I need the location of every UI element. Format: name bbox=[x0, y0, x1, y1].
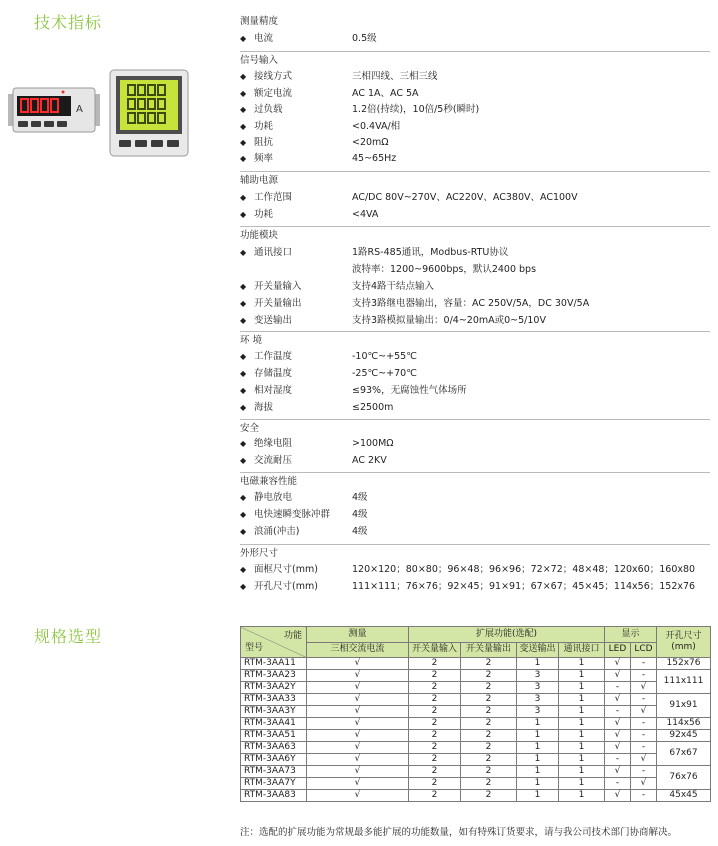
table-cell: 3 bbox=[517, 706, 559, 718]
table-cell: - bbox=[631, 718, 657, 730]
diamond-bullet-icon: ◆ bbox=[240, 72, 247, 81]
table-cell: √ bbox=[307, 718, 409, 730]
table-row bbox=[241, 778, 711, 790]
table-cell: 1 bbox=[559, 706, 605, 718]
diamond-bullet-icon: ◆ bbox=[240, 282, 247, 291]
display-group-header: 显示 bbox=[605, 627, 657, 643]
model-selection-table bbox=[240, 626, 711, 802]
table-cell: 1 bbox=[559, 742, 605, 754]
table-cell: √ bbox=[605, 694, 631, 706]
table-cell: 3 bbox=[517, 670, 559, 682]
hole-size-cell: 111x111 bbox=[657, 670, 711, 694]
table-cell: 1 bbox=[517, 754, 559, 766]
table-cell: - bbox=[605, 778, 631, 790]
spec-value: <4VA bbox=[352, 209, 379, 220]
spec-name: 相对湿度 bbox=[254, 385, 293, 396]
table-cell: √ bbox=[307, 766, 409, 778]
table-cell: 2 bbox=[409, 718, 461, 730]
table-cell: 1 bbox=[517, 742, 559, 754]
spec-value: 波特率：1200~9600bps，默认2400 bps bbox=[352, 264, 537, 275]
extension-group-header: 扩展功能(选配) bbox=[409, 627, 605, 643]
model-cell: RTM-3AA63 bbox=[241, 742, 307, 754]
table-cell: 1 bbox=[559, 670, 605, 682]
diamond-bullet-icon: ◆ bbox=[240, 352, 247, 361]
spec-name: 额定电流 bbox=[254, 88, 293, 99]
column-header: 通讯接口 bbox=[559, 642, 605, 658]
column-header: 开关量输出 bbox=[461, 642, 517, 658]
table-cell: 2 bbox=[409, 754, 461, 766]
table-cell: √ bbox=[631, 778, 657, 790]
table-cell: - bbox=[631, 742, 657, 754]
table-cell: √ bbox=[307, 694, 409, 706]
spec-value: -10℃~+55℃ bbox=[352, 351, 417, 362]
table-cell: 1 bbox=[517, 658, 559, 670]
diamond-bullet-icon: ◆ bbox=[240, 527, 247, 536]
diamond-bullet-icon: ◆ bbox=[240, 439, 247, 448]
table-cell: √ bbox=[631, 682, 657, 694]
table-cell: 1 bbox=[559, 682, 605, 694]
table-cell: 1 bbox=[559, 790, 605, 802]
table-cell: 1 bbox=[559, 730, 605, 742]
table-cell: 2 bbox=[461, 658, 517, 670]
diamond-bullet-icon: ◆ bbox=[240, 34, 247, 43]
table-cell: 2 bbox=[461, 718, 517, 730]
table-cell: - bbox=[605, 706, 631, 718]
table-cell: √ bbox=[631, 754, 657, 766]
model-cell: RTM-3AA33 bbox=[241, 694, 307, 706]
spec-name: 频率 bbox=[254, 153, 274, 164]
diamond-bullet-icon: ◆ bbox=[240, 248, 247, 257]
table-cell: 3 bbox=[517, 682, 559, 694]
table-cell: 2 bbox=[409, 730, 461, 742]
table-row bbox=[241, 670, 711, 682]
spec-value: 4级 bbox=[352, 526, 368, 537]
table-cell: 2 bbox=[461, 706, 517, 718]
table-cell: 1 bbox=[559, 694, 605, 706]
table-cell: 2 bbox=[461, 754, 517, 766]
table-cell: 2 bbox=[461, 670, 517, 682]
spec-value: 1.2倍(持续)，10倍/5秒(瞬时) bbox=[352, 104, 480, 115]
diamond-bullet-icon: ◆ bbox=[240, 122, 247, 131]
table-row bbox=[241, 682, 711, 694]
model-cell: RTM-3AA23 bbox=[241, 670, 307, 682]
spec-name: 海拔 bbox=[254, 402, 274, 413]
table-cell: 2 bbox=[409, 742, 461, 754]
table-corner-header bbox=[241, 627, 307, 658]
table-cell: √ bbox=[307, 778, 409, 790]
diamond-bullet-icon: ◆ bbox=[240, 138, 247, 147]
spec-value: 支持4路干结点输入 bbox=[352, 281, 435, 292]
column-header: 开关量输入 bbox=[409, 642, 461, 658]
table-cell: √ bbox=[307, 790, 409, 802]
column-header: LCD bbox=[631, 642, 657, 658]
table-row bbox=[241, 790, 711, 802]
spec-value: 120×120；80×80；96×48；96×96；72×72；48×48；120x60；160x80 bbox=[352, 564, 696, 575]
model-cell: RTM-3AA73 bbox=[241, 766, 307, 778]
hole-size-cell: 91x91 bbox=[657, 694, 711, 718]
spec-value: -25℃~+70℃ bbox=[352, 368, 417, 379]
spec-value: ≤2500m bbox=[352, 402, 394, 413]
corner-model-label: 型号 bbox=[245, 643, 264, 653]
table-cell: - bbox=[631, 766, 657, 778]
table-cell: 1 bbox=[559, 658, 605, 670]
table-row bbox=[241, 658, 711, 670]
spec-name: 静电放电 bbox=[254, 492, 293, 503]
table-cell: - bbox=[605, 682, 631, 694]
hole-size-cell: 76x76 bbox=[657, 766, 711, 790]
model-cell: RTM-3AA51 bbox=[241, 730, 307, 742]
table-cell: - bbox=[631, 658, 657, 670]
spec-name: 功耗 bbox=[254, 121, 274, 132]
table-cell: 2 bbox=[409, 790, 461, 802]
table-row bbox=[241, 754, 711, 766]
diamond-bullet-icon: ◆ bbox=[240, 299, 247, 308]
spec-name: 绝缘电阻 bbox=[254, 438, 293, 449]
spec-value: 1路RS-485通讯，Modbus-RTU协议 bbox=[352, 247, 509, 258]
spec-value: 45~65Hz bbox=[352, 153, 397, 164]
table-cell: 2 bbox=[409, 658, 461, 670]
table-cell: 1 bbox=[559, 766, 605, 778]
hole-size-cell: 92x45 bbox=[657, 730, 711, 742]
table-cell: √ bbox=[605, 742, 631, 754]
model-cell: RTM-3AA6Y bbox=[241, 754, 307, 766]
corner-function-label: 功能 bbox=[283, 631, 302, 641]
table-cell: 2 bbox=[461, 682, 517, 694]
table-cell: - bbox=[605, 754, 631, 766]
table-cell: 2 bbox=[409, 778, 461, 790]
table-cell: √ bbox=[307, 670, 409, 682]
table-row bbox=[241, 694, 711, 706]
spec-name: 开关量输出 bbox=[254, 298, 302, 309]
hole-size-cell: 152x76 bbox=[657, 658, 711, 670]
diamond-bullet-icon: ◆ bbox=[240, 210, 247, 219]
spec-name: 工作温度 bbox=[254, 351, 293, 362]
spec-value: 支持3路继电器输出，容量：AC 250V/5A，DC 30V/5A bbox=[352, 298, 590, 309]
spec-value: ≤93%，无腐蚀性气体场所 bbox=[352, 385, 467, 396]
table-cell: 1 bbox=[559, 778, 605, 790]
spec-value: AC 1A、AC 5A bbox=[352, 88, 419, 99]
spec-name: 交流耐压 bbox=[254, 455, 293, 466]
spec-name: 通讯接口 bbox=[254, 247, 293, 258]
model-cell: RTM-3AA7Y bbox=[241, 778, 307, 790]
model-cell: RTM-3AA83 bbox=[241, 790, 307, 802]
hole-size-cell: 67x67 bbox=[657, 742, 711, 766]
spec-name: 变送输出 bbox=[254, 315, 293, 326]
lcd-meter-image bbox=[108, 68, 190, 158]
spec-name: 存储温度 bbox=[254, 368, 293, 379]
column-header: LED bbox=[605, 642, 631, 658]
table-cell: √ bbox=[605, 790, 631, 802]
diamond-bullet-icon: ◆ bbox=[240, 510, 247, 519]
table-cell: 2 bbox=[461, 694, 517, 706]
table-cell: √ bbox=[605, 658, 631, 670]
table-cell: √ bbox=[307, 658, 409, 670]
column-header: 变送输出 bbox=[517, 642, 559, 658]
model-cell: RTM-3AA41 bbox=[241, 718, 307, 730]
model-cell: RTM-3AA2Y bbox=[241, 682, 307, 694]
column-header: 三相交流电流 bbox=[307, 642, 409, 658]
diamond-bullet-icon: ◆ bbox=[240, 386, 247, 395]
table-cell: - bbox=[631, 694, 657, 706]
table-cell: √ bbox=[307, 742, 409, 754]
table-cell: 2 bbox=[461, 790, 517, 802]
diamond-bullet-icon: ◆ bbox=[240, 369, 247, 378]
spec-name: 开孔尺寸(mm) bbox=[254, 581, 318, 592]
table-cell: 1 bbox=[517, 790, 559, 802]
table-cell: 1 bbox=[517, 730, 559, 742]
spec-section-title: 技术指标 bbox=[34, 13, 103, 32]
spec-section-heading: 测量精度 bbox=[240, 16, 279, 27]
spec-value: 4级 bbox=[352, 492, 368, 503]
spec-value: AC 2KV bbox=[352, 455, 387, 466]
table-cell: 2 bbox=[461, 742, 517, 754]
table-cell: 1 bbox=[517, 778, 559, 790]
table-cell: - bbox=[631, 670, 657, 682]
spec-value: 111×111；76×76；92×45；91×91；67×67；45×45；114x56；152x76 bbox=[352, 581, 696, 592]
table-cell: √ bbox=[631, 706, 657, 718]
hole-size-cell: 114x56 bbox=[657, 718, 711, 730]
spec-value: AC/DC 80V~270V、AC220V、AC380V、AC100V bbox=[352, 192, 578, 203]
spec-value: 三相四线、三相三线 bbox=[352, 71, 438, 82]
table-cell: √ bbox=[605, 766, 631, 778]
spec-name: 电流 bbox=[254, 33, 274, 44]
table-row bbox=[241, 730, 711, 742]
spec-section-heading: 辅助电源 bbox=[240, 171, 710, 188]
table-cell: 1 bbox=[559, 754, 605, 766]
table-cell: 2 bbox=[409, 694, 461, 706]
spec-value: 支持3路模拟量输出：0/4~20mA或0~5/10V bbox=[352, 315, 546, 326]
table-cell: 3 bbox=[517, 694, 559, 706]
table-row bbox=[241, 766, 711, 778]
table-cell: 1 bbox=[559, 718, 605, 730]
measure-group-header: 测量 bbox=[307, 627, 409, 643]
table-cell: 2 bbox=[409, 706, 461, 718]
table-cell: 1 bbox=[517, 718, 559, 730]
table-row bbox=[241, 718, 711, 730]
diamond-bullet-icon: ◆ bbox=[240, 456, 247, 465]
table-cell: √ bbox=[605, 670, 631, 682]
spec-name: 面框尺寸(mm) bbox=[254, 564, 318, 575]
spec-value: <20mΩ bbox=[352, 137, 389, 148]
table-cell: - bbox=[631, 790, 657, 802]
diamond-bullet-icon: ◆ bbox=[240, 154, 247, 163]
spec-section-heading: 环 境 bbox=[240, 331, 710, 348]
hole-size-header: 开孔尺寸 (mm) bbox=[657, 627, 711, 658]
diamond-bullet-icon: ◆ bbox=[240, 193, 247, 202]
table-cell: √ bbox=[307, 730, 409, 742]
diamond-bullet-icon: ◆ bbox=[240, 493, 247, 502]
table-cell: 2 bbox=[409, 682, 461, 694]
spec-section-heading: 安全 bbox=[240, 419, 710, 436]
model-cell: RTM-3AA11 bbox=[241, 658, 307, 670]
table-cell: √ bbox=[605, 730, 631, 742]
spec-name: 过负载 bbox=[254, 104, 283, 115]
spec-value: >100MΩ bbox=[352, 438, 394, 449]
unit-label: A bbox=[76, 104, 83, 115]
table-cell: - bbox=[631, 730, 657, 742]
spec-section-heading: 信号输入 bbox=[240, 51, 710, 68]
diamond-bullet-icon: ◆ bbox=[240, 582, 247, 591]
table-cell: √ bbox=[307, 706, 409, 718]
spec-name: 阻抗 bbox=[254, 137, 274, 148]
diamond-bullet-icon: ◆ bbox=[240, 316, 247, 325]
table-cell: √ bbox=[307, 754, 409, 766]
hole-size-cell: 45x45 bbox=[657, 790, 711, 802]
spec-section-heading: 外形尺寸 bbox=[240, 544, 710, 561]
table-cell: 2 bbox=[461, 730, 517, 742]
spec-name: 开关量输入 bbox=[254, 281, 302, 292]
diamond-bullet-icon: ◆ bbox=[240, 105, 247, 114]
spec-section-heading: 电磁兼容性能 bbox=[240, 472, 710, 489]
table-cell: √ bbox=[605, 718, 631, 730]
spec-name: 工作范围 bbox=[254, 192, 293, 203]
table-cell: 2 bbox=[461, 766, 517, 778]
spec-name: 浪涌(冲击) bbox=[254, 526, 300, 537]
spec-value: 4级 bbox=[352, 509, 368, 520]
table-cell: 1 bbox=[517, 766, 559, 778]
spec-value: <0.4VA/相 bbox=[352, 121, 401, 132]
spec-name: 功耗 bbox=[254, 209, 274, 220]
diamond-bullet-icon: ◆ bbox=[240, 565, 247, 574]
table-cell: 2 bbox=[409, 670, 461, 682]
table-row bbox=[241, 706, 711, 718]
spec-name: 接线方式 bbox=[254, 71, 293, 82]
selection-section-title: 规格选型 bbox=[34, 627, 103, 646]
spec-value: 0.5级 bbox=[352, 33, 377, 44]
model-cell: RTM-3AA3Y bbox=[241, 706, 307, 718]
table-cell: 2 bbox=[409, 766, 461, 778]
footnote: 注：选配的扩展功能为常规最多能扩展的功能数量，如有特殊订货要求，请与我公司技术部门协商解决。 bbox=[240, 827, 678, 838]
table-cell: √ bbox=[307, 682, 409, 694]
table-cell: 2 bbox=[461, 778, 517, 790]
diamond-bullet-icon: ◆ bbox=[240, 403, 247, 412]
led-meter-image bbox=[8, 84, 100, 136]
diamond-bullet-icon: ◆ bbox=[240, 89, 247, 98]
table-row bbox=[241, 742, 711, 754]
spec-name: 电快速瞬变脉冲群 bbox=[254, 509, 331, 520]
spec-section-heading: 功能模块 bbox=[240, 226, 710, 243]
